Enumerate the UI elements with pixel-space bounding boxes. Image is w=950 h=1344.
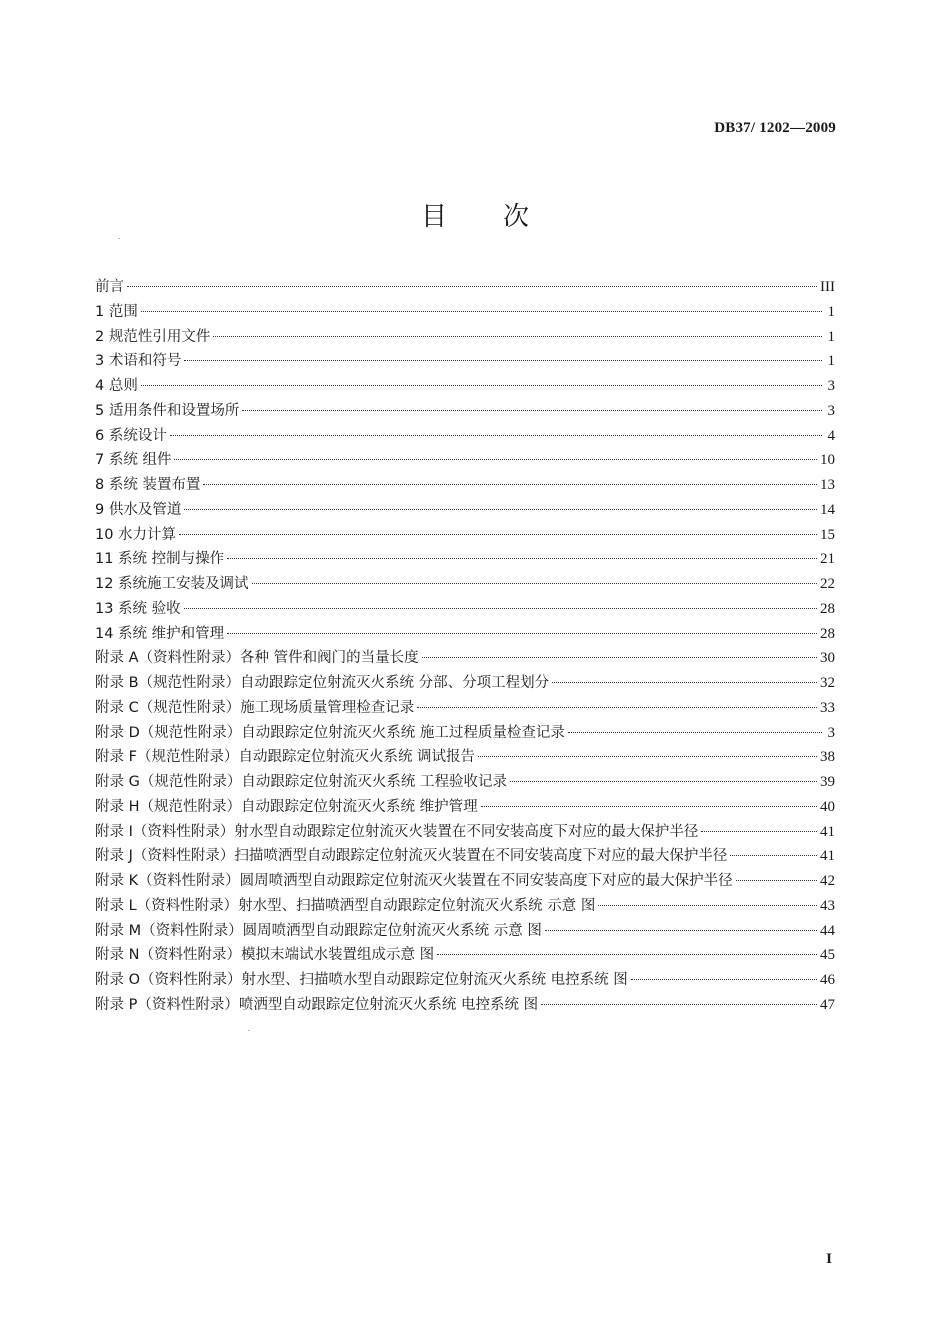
toc-entry[interactable] bbox=[95, 671, 835, 696]
toc-entry-page: 14 bbox=[820, 501, 835, 518]
toc-dot-leader bbox=[631, 979, 817, 980]
toc-entry[interactable] bbox=[95, 869, 835, 894]
toc-entry-label: 附录 M（资料性附录）圆周喷洒型自动跟踪定位射流灭火系统 示意 图 bbox=[95, 922, 542, 939]
toc-entry-label: 7 系统 组件 bbox=[95, 452, 172, 469]
toc-entry[interactable] bbox=[95, 547, 835, 572]
toc-entry-label: 附录 H（规范性附录）自动跟踪定位射流灭火系统 维护管理 bbox=[95, 798, 478, 815]
toc-entry-label: 9 供水及管道 bbox=[95, 501, 182, 518]
toc-dot-leader bbox=[252, 583, 817, 584]
toc-entry-page: 1 bbox=[827, 353, 835, 370]
toc-entry-page: 3 bbox=[827, 724, 835, 741]
toc-dot-leader bbox=[170, 435, 822, 436]
toc-entry-page: 1 bbox=[827, 328, 835, 345]
toc-dot-leader bbox=[141, 311, 822, 312]
toc-entry-page: 43 bbox=[820, 897, 835, 914]
toc-entry-label: 8 系统 装置布置 bbox=[95, 477, 201, 493]
toc-entry-page: 39 bbox=[820, 774, 835, 790]
toc-entry-label: 附录 P（资料性附录）喷洒型自动跟踪定位射流灭火系统 电控系统 图 bbox=[95, 996, 539, 1013]
toc-entry-label: 附录 O（资料性附录）射水型、扫描喷水型自动跟踪定位射流灭火系统 电控系统 图 bbox=[95, 972, 628, 988]
toc-entry-label: 附录 B（规范性附录）自动跟踪定位射流灭火系统 分部、分项工程划分 bbox=[95, 675, 550, 691]
toc-entry-page: III bbox=[820, 279, 835, 295]
toc-entry[interactable] bbox=[95, 968, 835, 993]
toc-dot-leader bbox=[242, 410, 822, 411]
toc-entry[interactable] bbox=[95, 349, 835, 374]
toc-entry-page: 44 bbox=[820, 922, 835, 939]
toc-dot-leader bbox=[213, 336, 822, 337]
toc-entry[interactable] bbox=[95, 572, 835, 597]
toc-entry-label: 附录 G（规范性附录）自动跟踪定位射流灭火系统 工程验收记录 bbox=[95, 774, 507, 790]
toc-dot-leader bbox=[730, 855, 817, 856]
page-number: I bbox=[826, 1251, 832, 1267]
toc-entry[interactable] bbox=[95, 399, 835, 424]
toc-entry-label: 3 术语和符号 bbox=[95, 353, 182, 370]
toc-entry-label: 附录 J（资料性附录）扫描喷洒型自动跟踪定位射流灭火装置在不同安装高度下对应的最大保护半径 bbox=[95, 848, 728, 865]
toc-entry-label: 11 系统 控制与操作 bbox=[95, 551, 225, 568]
toc-dot-leader bbox=[417, 707, 817, 708]
toc-entry-page: 46 bbox=[820, 972, 835, 988]
toc-entry[interactable] bbox=[95, 696, 835, 721]
toc-entry-page: 4 bbox=[827, 427, 835, 444]
toc-entry-page: 3 bbox=[827, 402, 835, 419]
toc-entry[interactable] bbox=[95, 745, 835, 770]
toc-entry-label: 前言 bbox=[95, 279, 124, 295]
scan-speck bbox=[118, 238, 120, 239]
toc-entry[interactable] bbox=[95, 448, 835, 473]
toc-dot-leader bbox=[437, 954, 817, 955]
toc-dot-leader bbox=[701, 831, 817, 832]
toc-entry-page: 42 bbox=[820, 873, 835, 889]
toc-entry[interactable] bbox=[95, 795, 835, 820]
toc-dot-leader bbox=[184, 608, 817, 609]
toc-entry-page: 10 bbox=[820, 452, 835, 469]
toc-dot-leader bbox=[203, 484, 817, 485]
toc-dot-leader bbox=[227, 558, 817, 559]
toc-entry[interactable] bbox=[95, 523, 835, 548]
toc-entry-label: 14 系统 维护和管理 bbox=[95, 625, 225, 642]
toc-entry-label: 10 水力计算 bbox=[95, 526, 177, 543]
page-title: 目次 bbox=[420, 202, 585, 232]
toc-dot-leader bbox=[179, 534, 817, 535]
toc-dot-leader bbox=[184, 509, 817, 510]
toc-entry-page: 30 bbox=[820, 650, 835, 667]
toc-dot-leader bbox=[422, 657, 817, 658]
toc-dot-leader bbox=[174, 459, 817, 460]
toc-dot-leader bbox=[552, 682, 817, 683]
toc-entry-label: 5 适用条件和设置场所 bbox=[95, 402, 240, 419]
toc-entry[interactable] bbox=[95, 300, 835, 325]
toc-entry[interactable] bbox=[95, 597, 835, 622]
toc-entry-label: 2 规范性引用文件 bbox=[95, 328, 211, 345]
toc-entry[interactable] bbox=[95, 770, 835, 795]
toc-dot-leader bbox=[510, 781, 817, 782]
toc-dot-leader bbox=[736, 880, 817, 881]
toc-entry-page: 33 bbox=[820, 699, 835, 716]
toc-entry[interactable] bbox=[95, 275, 835, 300]
toc-entry-label: 12 系统施工安装及调试 bbox=[95, 576, 249, 592]
toc-entry-page: 22 bbox=[820, 576, 835, 592]
toc-entry-label: 13 系统 验收 bbox=[95, 600, 181, 617]
toc-entry-page: 15 bbox=[820, 526, 835, 543]
toc-entry[interactable] bbox=[95, 721, 835, 746]
toc-entry[interactable] bbox=[95, 374, 835, 399]
toc-entry[interactable] bbox=[95, 325, 835, 350]
toc-entry[interactable] bbox=[95, 820, 835, 845]
toc-dot-leader bbox=[481, 806, 817, 807]
standard-code: DB37/ 1202—2009 bbox=[714, 120, 836, 136]
toc-entry-label: 附录 F（规范性附录）自动跟踪定位射流灭火系统 调试报告 bbox=[95, 749, 476, 766]
scan-speck bbox=[248, 1030, 250, 1031]
toc-entry[interactable] bbox=[95, 943, 835, 968]
toc-entry-label: 附录 N（资料性附录）模拟末端试水装置组成示意 图 bbox=[95, 947, 435, 964]
toc-dot-leader bbox=[545, 930, 817, 931]
toc-entry-label: 1 范围 bbox=[95, 303, 138, 320]
toc-entry-label: 附录 K（资料性附录）圆周喷洒型自动跟踪定位射流灭火装置在不同安装高度下对应的最大保护半径 bbox=[95, 873, 733, 889]
toc-entry[interactable] bbox=[95, 473, 835, 498]
toc-entry[interactable] bbox=[95, 894, 835, 919]
table-of-contents bbox=[95, 275, 835, 1018]
toc-entry-label: 附录 L（资料性附录）射水型、扫描喷洒型自动跟踪定位射流灭火系统 示意 图 bbox=[95, 897, 596, 914]
toc-entry[interactable] bbox=[95, 919, 835, 944]
toc-entry-label: 附录 D（规范性附录）自动跟踪定位射流灭火系统 施工过程质量检查记录 bbox=[95, 724, 565, 741]
toc-entry-page: 40 bbox=[820, 798, 835, 815]
toc-entry[interactable] bbox=[95, 993, 835, 1018]
toc-entry-page: 28 bbox=[820, 625, 835, 642]
toc-entry-page: 32 bbox=[820, 675, 835, 691]
toc-entry[interactable] bbox=[95, 498, 835, 523]
toc-dot-leader bbox=[598, 905, 817, 906]
toc-entry[interactable] bbox=[95, 646, 835, 671]
toc-entry-page: 41 bbox=[820, 848, 835, 865]
toc-entry-page: 13 bbox=[820, 477, 835, 493]
toc-entry[interactable] bbox=[95, 844, 835, 869]
toc-entry-label: 附录 I（资料性附录）射水型自动跟踪定位射流灭火装置在不同安装高度下对应的最大保护半径 bbox=[95, 823, 699, 840]
toc-entry-page: 3 bbox=[827, 378, 835, 394]
toc-dot-leader bbox=[541, 1004, 817, 1005]
toc-entry[interactable] bbox=[95, 622, 835, 647]
toc-entry-page: 38 bbox=[820, 749, 835, 766]
toc-entry-page: 21 bbox=[820, 551, 835, 568]
toc-entry-page: 1 bbox=[827, 303, 835, 320]
toc-entry-page: 28 bbox=[820, 600, 835, 617]
toc-entry-label: 4 总则 bbox=[95, 378, 138, 394]
toc-dot-leader bbox=[127, 286, 817, 287]
toc-dot-leader bbox=[568, 732, 822, 733]
toc-entry-page: 41 bbox=[820, 823, 835, 840]
toc-entry-label: 6 系统设计 bbox=[95, 427, 167, 444]
toc-entry[interactable] bbox=[95, 424, 835, 449]
toc-entry-label: 附录 C（规范性附录）施工现场质量管理检查记录 bbox=[95, 699, 415, 716]
toc-dot-leader bbox=[141, 385, 822, 386]
toc-entry-page: 47 bbox=[820, 996, 835, 1013]
toc-dot-leader bbox=[478, 756, 817, 757]
toc-dot-leader bbox=[227, 633, 817, 634]
toc-dot-leader bbox=[184, 360, 822, 361]
toc-entry-page: 45 bbox=[820, 947, 835, 964]
toc-entry-label: 附录 A（资料性附录）各种 管件和阀门的当量长度 bbox=[95, 650, 419, 667]
